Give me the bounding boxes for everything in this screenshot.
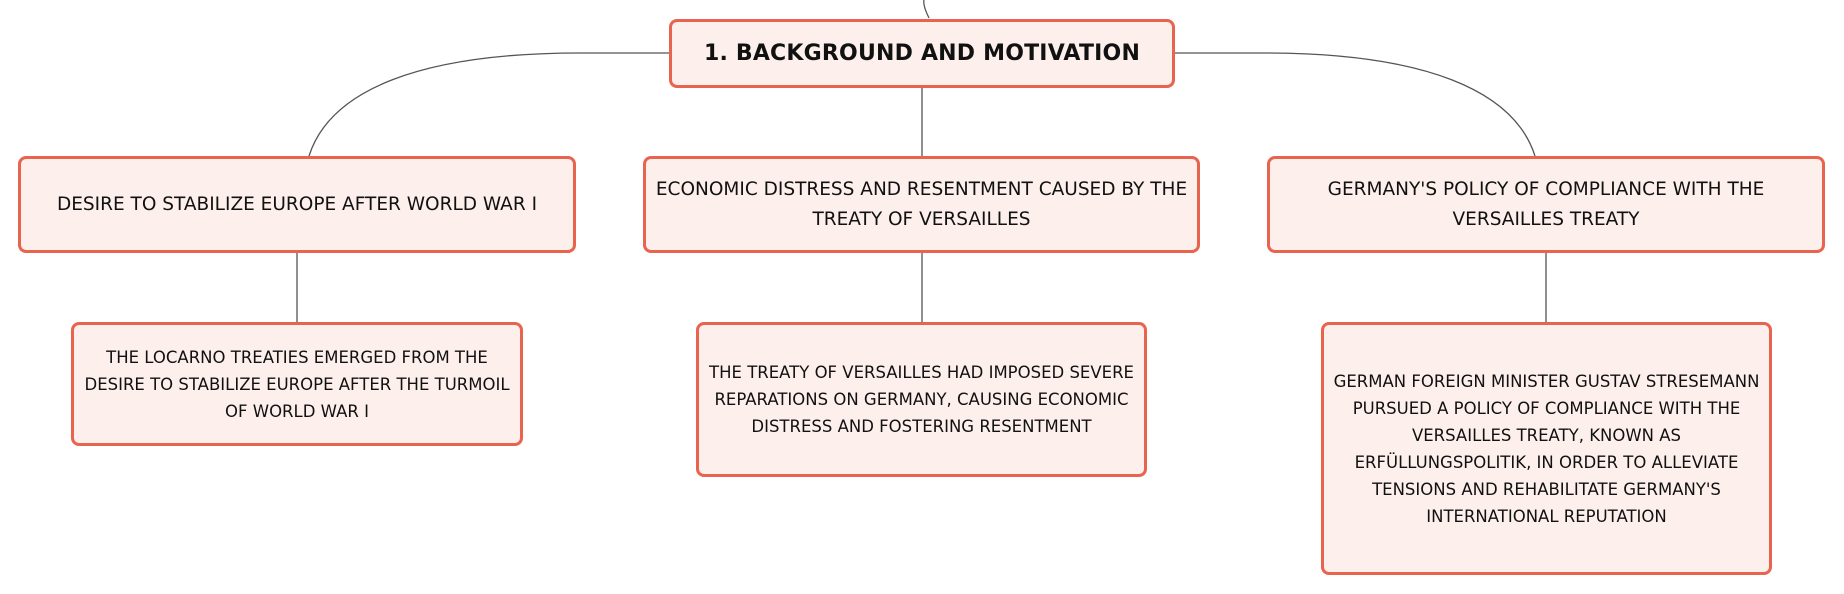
root-node-label: 1. BACKGROUND AND MOTIVATION xyxy=(703,41,1141,66)
detail-node-text: THE LOCARNO TREATIES EMERGED FROM THE DESIRE TO STABILIZE EUROPE AFTER THE TURMOIL OF WORLD WAR I xyxy=(84,347,510,421)
detail-node-versailles-reparations[interactable] xyxy=(696,322,1147,477)
root-node[interactable] xyxy=(669,19,1175,88)
connector-parent-to-root xyxy=(924,0,929,18)
branch-node-economic-distress[interactable] xyxy=(643,156,1200,253)
connector-root-to-branch-1 xyxy=(309,53,669,156)
detail-node-locarno-origin[interactable] xyxy=(71,322,523,446)
branch-node-compliance-policy[interactable] xyxy=(1267,156,1825,253)
branch-node-label: DESIRE TO STABILIZE EUROPE AFTER WORLD WAR I xyxy=(56,193,538,215)
detail-node-text: GERMAN FOREIGN MINISTER GUSTAV STRESEMANN PURSUED A POLICY OF COMPLIANCE WITH THE VERSAILLES TREATY, KNOWN AS ERFÜLLUNGSPOLITIK, IN ORDER TO ALLEVIATE TENSIONS AND REHABILITATE GERMANY'S INTERNATIONAL REPUTATION xyxy=(1333,371,1760,526)
branch-node-label: GERMANY'S POLICY OF COMPLIANCE WITH THE VERSAILLES TREATY xyxy=(1327,178,1765,230)
connector-root-to-branch-3 xyxy=(1175,53,1535,156)
branch-node-label: ECONOMIC DISTRESS AND RESENTMENT CAUSED BY THE TREATY OF VERSAILLES xyxy=(655,178,1188,230)
branch-node-stabilize-europe[interactable] xyxy=(18,156,576,253)
detail-node-text: THE TREATY OF VERSAILLES HAD IMPOSED SEVERE REPARATIONS ON GERMANY, CAUSING ECONOMIC DISTRESS AND FOSTERING RESENTMENT xyxy=(709,363,1134,436)
detail-node-stresemann-policy[interactable] xyxy=(1321,322,1772,575)
